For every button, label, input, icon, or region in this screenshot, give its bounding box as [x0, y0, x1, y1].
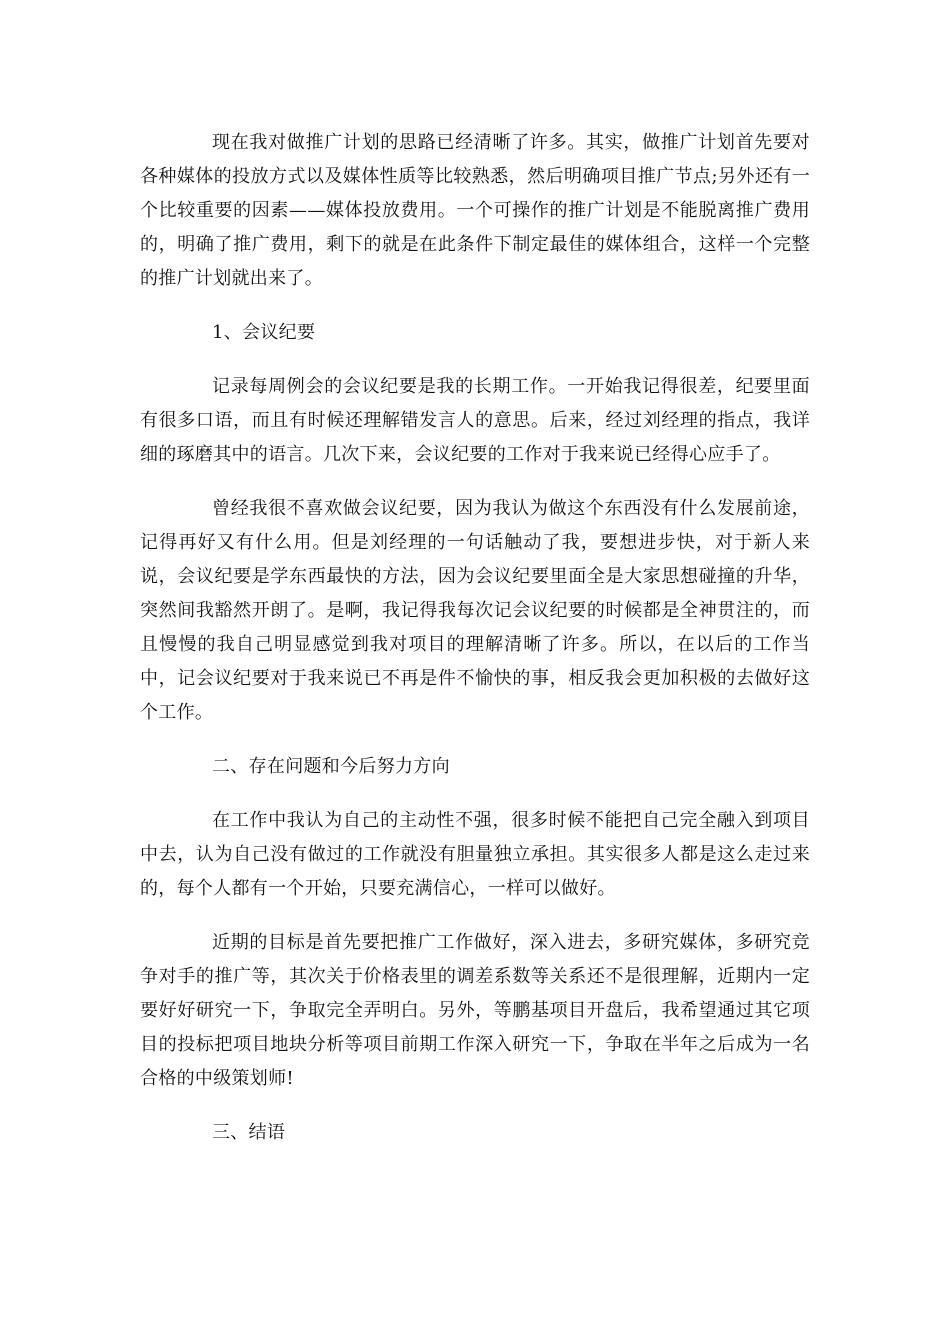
section-heading-problems-direction: 二、存在问题和今后努力方向	[212, 756, 450, 777]
paragraph-promotion-plan: 现在我对做推广计划的思路已经清晰了许多。其实，做推广计划首先要对各种媒体的投放方式以及媒体性质等比较熟悉，然后明确项目推广节点;另外还有一个比较重要的因素——媒体投放费用。一个可操作的推广计划是不能脱离推广费用的，明确了推广费用，剩下的就是在此条件下制定最佳的媒体组合，这样一个完整的推广计划就出来了。	[140, 132, 810, 289]
document-page	[140, 126, 810, 1150]
paragraph-minutes-reflection: 曾经我很不喜欢做会议纪要，因为我认为做这个东西没有什么发展前途，记得再好又有什么用。但是刘经理的一句话触动了我，要想进步快，对于新人来说，会议纪要是学东西最快的方法，因为会议纪要里面全是大家思想碰撞的升华，突然间我豁然开朗了。是啊，我记得我每次记会议纪要的时候都是全神贯注的，而且慢慢的我自己明显感觉到我对项目的理解清晰了许多。所以，在以后的工作当中，记会议纪要对于我来说已不再是件不愉快的事，相反我会更加积极的去做好这个工作。	[140, 498, 810, 723]
paragraph-goals: 近期的目标是首先要把推广工作做好，深入进去，多研究媒体，多研究竞争对手的推广等，其次关于价格表里的调差系数等关系还不是很理解，近期内一定要好好研究一下，争取完全弄明白。另外，等鹏基项目开盘后，我希望通过其它项目的投标把项目地块分析等项目前期工作深入研究一下，争取在半年之后成为一名合格的中级策划师!	[140, 932, 810, 1089]
paragraph-problems: 在工作中我认为自己的主动性不强，很多时候不能把自己完全融入到项目中去，认为自己没有做过的工作就没有胆量独立承担。其实很多人都是这么走过来的，每个人都有一个开始，只要充满信心，一样可以做好。	[140, 810, 810, 899]
section-heading-conclusion: 三、结语	[212, 1122, 286, 1143]
section-heading-meeting-minutes: 1、会议纪要	[212, 322, 316, 343]
paragraph-minutes-work: 记录每周例会的会议纪要是我的长期工作。一开始我记得很差，纪要里面有很多口语，而且有时候还理解错发言人的意思。后来，经过刘经理的指点，我详细的琢磨其中的语言。几次下来，会议纪要的工作对于我来说已经得心应手了。	[140, 376, 810, 465]
